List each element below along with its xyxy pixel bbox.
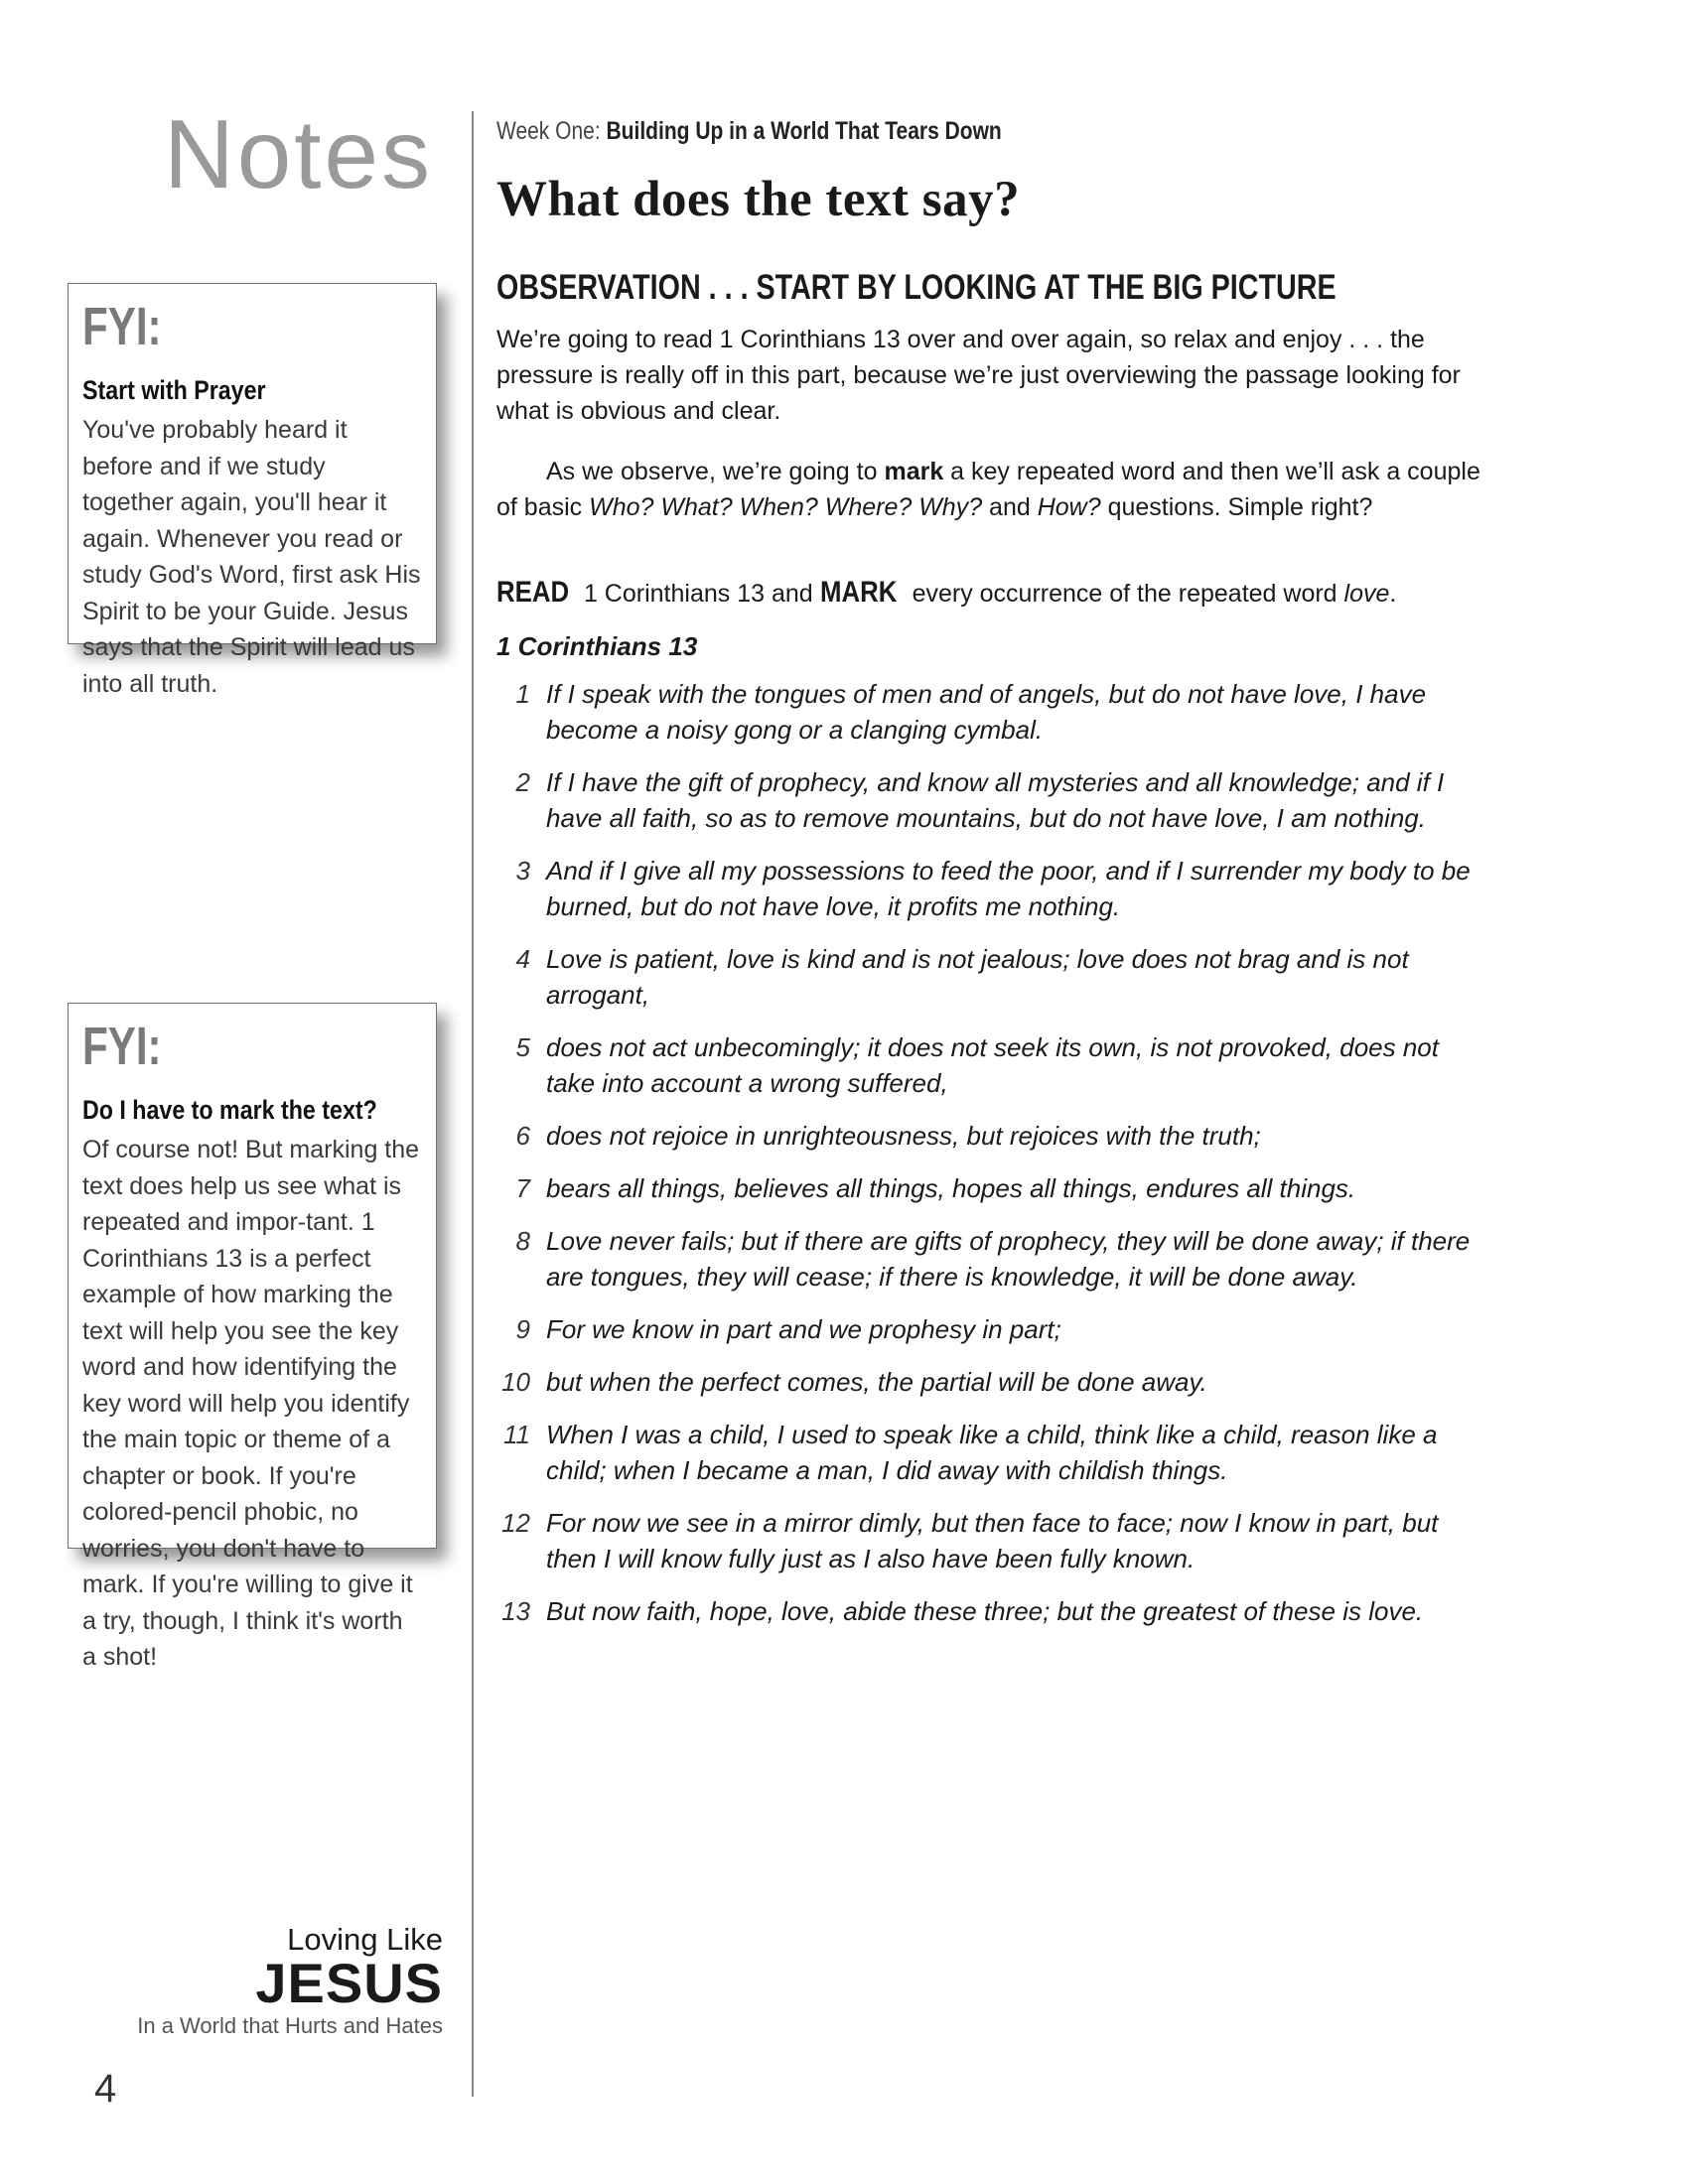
verse-text: Love is patient, love is kind and is not jealous; love does not brag and is not arrogant, [546,943,1409,1010]
verse-item [496,1505,1489,1576]
verse-text: But now faith, hope, love, abide these three; but the greatest of these is love. [546,1595,1424,1626]
verse-item [496,853,1489,924]
page-title: What does the text say? [496,172,1021,227]
column-divider [472,111,474,2097]
questions-list: Who? What? When? Where? Why? [589,492,983,521]
verse-item [496,764,1489,836]
verse-number: 2 [515,766,530,797]
verse-list [496,676,1489,1629]
week-label: Week One: [496,117,601,145]
week-header [496,117,1331,151]
read-keyword: READ [496,575,570,609]
intro-paragraph: We’re going to read 1 Corinthians 13 over and over again, so relax and enjoy . . . the pressure is really off in this part, because we’re just overviewing the passage looking for what is obvious and clear. [496,325,1461,425]
verse-item [496,1223,1489,1295]
repeated-word: love [1343,579,1390,608]
verse-item [496,676,1489,748]
main-column [496,117,1489,1646]
verse-number: 5 [515,1031,530,1062]
week-title: Building Up in a World That Tears Down [606,117,1002,145]
brand-line2: JESUS [255,1952,443,2014]
verse-number: 7 [515,1172,530,1203]
verse-item [496,1417,1489,1488]
verse-text: For we know in part and we prophesy in part; [546,1313,1061,1344]
notes-title: Notes [163,99,433,208]
fyi-subheading: Do I have to mark the text? [82,1095,377,1125]
passage-title: 1 Corinthians 13 [496,630,698,661]
verse-text: Love never fails; but if there are gifts of prophecy, they will be done away; if there are tongues, they will cease; if there is knowledge, it will be done away. [546,1225,1471,1292]
verse-number: 6 [515,1120,530,1151]
verse-text: does not rejoice in unrighteousness, but rejoices with the truth; [546,1120,1261,1151]
fyi-body: Of course not! But marking the text does help us see what is repeated and impor-tant. 1 Corinthians 13 is a perfect example of how marking the text will help you see the key word and how identifying the key word will help you identify the main topic or theme of a chapter or book. If you're colored-pencil phobic, no worries, you don't have to mark. If you're willing to give it a try, though, I think it's worth a shot! [82,1136,420,1671]
verse-number: 1 [515,678,530,709]
mark-keyword: mark [884,457,944,485]
verse-item [496,1170,1489,1206]
fyi-heading: FYI: [82,1017,162,1076]
verse-number: 11 [503,1419,530,1449]
verse-text: And if I give all my possessions to feed the poor, and if I surrender my body to be burned, but do not have love, it profits me nothing. [546,855,1471,921]
verse-text: When I was a child, I used to speak like a child, think like a child, reason like a child; when I became a man, I did away with childish things. [546,1419,1438,1485]
fyi-subheading: Start with Prayer [82,375,266,405]
verse-item [496,1029,1489,1101]
verse-item [496,1118,1489,1154]
verse-text: If I speak with the tongues of men and of angels, but do not have love, I have become a noisy gong or a clanging cymbal. [546,678,1427,745]
verse-text: For now we see in a mirror dimly, but then face to face; now I know in part, but then I will know fully just as I also have been fully known. [546,1507,1439,1573]
verse-item [496,1364,1489,1400]
brand-line3: In a World that Hurts and Hates [137,2012,443,2038]
verse-number: 9 [515,1313,530,1344]
fyi-box-marking [68,1003,437,1671]
fyi-box-prayer [68,283,437,698]
verse-number: 8 [515,1225,530,1256]
page-number: 4 [94,2067,117,2111]
verse-item [496,1311,1489,1347]
verse-item [496,941,1489,1013]
book-brand [137,1924,443,2039]
verse-text: but when the perfect comes, the partial will be done away. [546,1366,1207,1397]
verse-text: does not act unbecomingly; it does not seek its own, is not provoked, does not take into account a wrong suffered, [546,1031,1439,1098]
verse-number: 3 [515,855,530,886]
brand-line1: Loving Like [287,1922,443,1957]
fyi-heading: FYI: [82,297,162,356]
read-instruction: READ 1 Corinthians 13 and MARK every occurrence of the repeated word love. [496,575,1397,609]
section-heading: OBSERVATION . . . START BY LOOKING AT THE BIG PICTURE [496,267,1336,307]
verse-number: 10 [501,1366,530,1397]
verse-text: If I have the gift of prophecy, and know all mysteries and all knowledge; and if I have all faith, so as to remove mountains, but do not have love, I am nothing. [546,766,1445,833]
fyi-body: You've probably heard it before and if we study together again, you'll hear it again. Whenever you read or study God's Word, first ask His Spirit to be your Guide. Jesus says that the Spirit will lead us into all truth. [82,416,421,698]
verse-text: bears all things, believes all things, hopes all things, endures all things. [546,1172,1356,1203]
question-how: How? [1037,492,1101,521]
verse-item [496,1593,1489,1629]
verse-number: 4 [515,943,530,974]
observe-paragraph: As we observe, we’re going to mark a key repeated word and then we’ll ask a couple of basic Who? What? When? Where? Why? and How? questions. Simple right? [496,457,1480,521]
verse-number: 13 [501,1595,530,1626]
mark-keyword: MARK [819,575,898,609]
verse-number: 12 [501,1507,530,1538]
